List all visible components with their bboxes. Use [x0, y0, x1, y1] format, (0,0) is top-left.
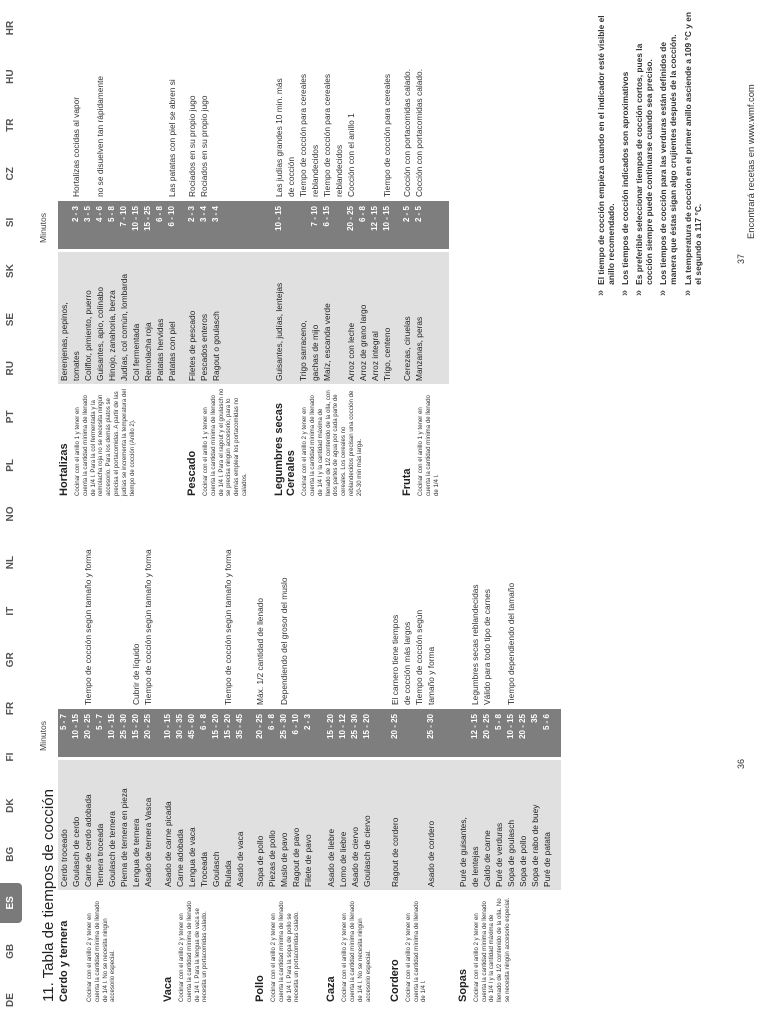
dish-name: Cerdo troceado: [59, 829, 69, 887]
cooking-minutes: [285, 201, 297, 249]
cooking-minutes: 10 - 15: [505, 714, 515, 739]
dish-name: Muslo de pavo: [279, 832, 289, 887]
language-tab-gr[interactable]: GR: [5, 652, 16, 668]
note-text: Es preferible seleccionar tiempos de cocción cortos, pues la cocción siempre puede continuarse cuando sea preciso.: [634, 43, 655, 285]
dish-name: Goulasch: [211, 851, 221, 887]
cooking-minutes: 2 - 3: [187, 206, 196, 223]
cooking-tip: de cocción: [286, 156, 297, 197]
page-title: 11. Tabla de tiempos de cocción: [40, 789, 57, 1002]
cooking-tip: [58, 23, 70, 201]
cooking-tip: [118, 531, 130, 709]
section-note: Cocinar con el anillo 2 y tener en cuenta la cantidad mínima de llenado de 1/4 l. No se necesita ningún accesorio especial.: [341, 901, 372, 1002]
cooking-minutes: 10 - 15: [274, 206, 284, 231]
dish-name: [285, 252, 297, 384]
section-fruta: [401, 20, 449, 496]
minutes-column: [389, 709, 457, 757]
dish-name: Col fermentada: [131, 323, 141, 381]
minutes-column: [186, 201, 273, 249]
cooking-minutes: 35: [529, 714, 539, 723]
cooking-tip: [70, 531, 82, 709]
cooking-minutes: 2 - 3: [303, 714, 312, 731]
cooking-minutes: 5 - 8: [107, 206, 116, 223]
cooking-tip: [290, 531, 302, 709]
section-title: Hortalizas: [58, 443, 70, 496]
minutes-column: [401, 201, 449, 249]
cooking-tip: [94, 531, 106, 709]
language-tab-bg[interactable]: BG: [5, 846, 16, 862]
cooking-minutes: [437, 709, 449, 757]
dish-name: Patatas con piel: [167, 321, 177, 381]
cooking-tip: [357, 23, 369, 201]
cooking-minutes: 10 - 15: [131, 206, 140, 231]
cooking-tip: [142, 23, 154, 201]
cooking-tip: [541, 531, 553, 709]
cooking-tip: Hortalizas cocidas al vapor: [71, 96, 81, 197]
section-cerdo-y-ternera: [58, 532, 162, 1002]
items-column: [325, 760, 389, 890]
items-column: [457, 760, 561, 890]
cooking-minutes: 25 - 30: [350, 714, 360, 739]
note-text: Los tiempos de cocción indicados son aproximativos: [620, 71, 631, 285]
language-tab-se[interactable]: SE: [5, 312, 16, 327]
cooking-minutes: 6 - 8: [267, 714, 276, 731]
cooking-tip: Rociados en su propio jugo: [187, 95, 197, 197]
tips-column: [162, 531, 246, 709]
dish-name: Asado de carne picada: [163, 801, 173, 887]
cooking-tip: Cubrir de líquido: [131, 643, 141, 705]
dish-name: Asado de ciervo: [350, 826, 361, 887]
cooking-minutes: 15 - 25: [143, 206, 152, 231]
page-number-right: 37: [736, 253, 746, 264]
minutes-column: [58, 709, 162, 757]
cooking-tip: Cocción con portacomidas calado.: [402, 68, 413, 197]
section-note: Cocinar con el anillo 2 y tener en cuenta la cantidad mínima de llenado de 1/4 l y la cantidad máxima de llenado de 1/2 contenido de la olla, con dos partes de agua por cada parte de cereales. Los cereales no reblandecidos precisan una cocción de 20-30 min más larga.: [301, 390, 363, 496]
section-legumbres-secas-cereales: [273, 20, 401, 496]
dish-name: de lentejas: [469, 846, 480, 887]
cooking-tip: [457, 531, 469, 709]
cooking-tip: [162, 531, 174, 709]
dish-name: Lengua de vaca: [187, 827, 197, 887]
cooking-tip: Válido para todo tipo de carnes: [481, 589, 492, 705]
dish-name: Guisantes, judías, lentejas: [274, 282, 285, 381]
cooking-minutes: 6 - 15: [322, 206, 332, 227]
dish-name: Goulasch de ternera: [107, 811, 117, 887]
cooking-tip: [369, 23, 381, 201]
language-tab-pt[interactable]: PT: [5, 410, 16, 424]
items-column: [401, 252, 449, 384]
section-note: Cocinar con el anillo 2 y tener en cuenta la cantidad mínima de llenado de 1/4 l. Para la lengua de vaca se necesita un portacomidas calado.: [178, 901, 209, 1002]
language-tab-nl[interactable]: NL: [5, 555, 16, 570]
language-tab-si[interactable]: SI: [5, 217, 16, 228]
cooking-tip: Las judías grandes 10 min. más: [274, 78, 285, 197]
language-tab-it[interactable]: IT: [5, 606, 16, 616]
cooking-minutes: 2 - 3: [71, 206, 80, 223]
language-tab-tr[interactable]: TR: [5, 118, 16, 132]
dish-name: Filetes de pescado: [187, 310, 197, 381]
note-item: [658, 10, 678, 296]
tips-column: [273, 23, 393, 201]
dish-name: Pescados enteros: [199, 313, 209, 381]
tips-column: [186, 23, 222, 201]
items-column: [186, 252, 273, 384]
cooking-minutes: 2 - 5: [414, 206, 424, 223]
dish-name: Patatas hervidas: [155, 318, 165, 381]
language-tab-ru[interactable]: RU: [5, 360, 16, 376]
dish-name: Asado de ternera Vasca: [143, 797, 153, 887]
cooking-tip: Tiempo de cocción según: [413, 609, 424, 705]
section-hortalizas: [58, 20, 186, 496]
dish-name: Goulasch de cerdo: [71, 816, 81, 887]
cooking-minutes: 7 - 10: [310, 206, 320, 227]
double-arrow-icon: »: [595, 289, 607, 296]
dish-name: [413, 760, 425, 890]
language-tab-bar: [0, 0, 22, 1024]
cooking-minutes: 20 - 25: [517, 714, 527, 739]
double-arrow-icon: »: [657, 289, 670, 296]
section-note: Cocinar con el anillo 1 y tener en cuenta la cantidad mínima de llenado de 1/4 l. Para el ragout y el goulasch no se precisa ningún accesorio, para lo demás emplear los portacomidas no calados.: [202, 388, 248, 496]
section-vaca: [162, 532, 254, 1002]
cooking-minutes: 6 - 8: [199, 714, 208, 731]
tips-column: [325, 531, 373, 709]
cooking-notes: [596, 10, 707, 296]
cooking-tip: [302, 531, 314, 709]
dish-name: Maíz, escanda verde: [322, 303, 333, 381]
cooking-tip: [174, 531, 186, 709]
section-note: Cocinar con el anillo 2 y tener en cuenta la cantidad mínima de llenado de 1/4 l. Para la sopa de pollo se necesita un portacomidas calado.: [270, 901, 301, 1002]
dish-name: Asado de vaca: [235, 831, 245, 887]
section-caza: [325, 532, 389, 1002]
section-title: Fruta: [401, 468, 414, 496]
cooking-tip: Tiempo de cocción según tamaño y forma: [223, 549, 233, 705]
minutes-column: [162, 709, 254, 757]
dish-name: [333, 252, 345, 384]
dish-name: Coliflor, pimiento, puerro: [83, 290, 93, 381]
cooking-minutes: 3 - 4: [199, 206, 208, 223]
dish-name: Sopa de rabo de buey: [529, 804, 540, 887]
cooking-tip: [349, 531, 361, 709]
items-column: [162, 760, 254, 890]
cooking-minutes: [333, 201, 345, 249]
language-tab-dk[interactable]: DK: [5, 798, 16, 813]
dish-name: Puré de guisantes,: [457, 817, 468, 887]
cooking-minutes: 10 - 15: [382, 206, 392, 231]
section-title: Pollo: [254, 975, 266, 1002]
dish-name: Arroz con leche: [346, 322, 357, 381]
tips-column: [254, 531, 314, 709]
dish-name: Trigo, centeno: [382, 327, 393, 381]
cooking-minutes: 10 - 15: [71, 714, 80, 739]
cooking-minutes: [457, 709, 469, 757]
cooking-tip: reblandecidos: [334, 144, 345, 197]
dish-name: Ragout o goulasch: [211, 311, 221, 381]
cooking-tip: [234, 531, 246, 709]
cooking-tip: El carnero tiene tiempos: [389, 614, 400, 705]
double-arrow-icon: »: [681, 289, 694, 296]
dish-name: Troceada: [199, 851, 209, 887]
cooking-tip: [58, 531, 70, 709]
section-title: Caza: [325, 976, 338, 1002]
cooking-minutes: 15 - 20: [326, 714, 336, 739]
cooking-minutes: 25 - 30: [119, 714, 128, 739]
dish-name: Arroz integral: [370, 331, 381, 381]
note-item: [634, 10, 654, 296]
items-column: [273, 252, 401, 384]
cooking-tip: [325, 531, 337, 709]
dish-name: Filete de pavo: [303, 834, 313, 887]
cooking-minutes: 20 - 25: [346, 206, 356, 231]
dish-name: Carne adobada: [175, 829, 185, 887]
dish-name: Hinojo, zanahoria, berza: [107, 290, 117, 381]
section-cordero: [389, 532, 457, 1002]
cooking-minutes: 15 - 20: [223, 714, 232, 739]
cooking-tip: [210, 531, 222, 709]
dish-name: Puré de verduras: [493, 822, 504, 887]
cooking-minutes: 25 - 30: [279, 714, 288, 739]
cooking-minutes: 6 - 8: [358, 206, 368, 223]
cooking-tip: Las patatas con piel se abren si: [167, 79, 177, 197]
dish-name: [401, 760, 413, 890]
dish-name: Rulada: [223, 860, 233, 887]
minutes-column: [254, 709, 325, 757]
cooking-tip: tamaño y forma: [425, 646, 436, 705]
cooking-tip: reblandecidos: [310, 144, 321, 197]
section-title: Cordero: [388, 959, 401, 1002]
cooking-tip: Legumbres secas reblandecidas: [469, 584, 480, 705]
dish-name: [437, 760, 449, 890]
double-arrow-icon: »: [619, 289, 632, 296]
cooking-minutes: 3 - 4: [211, 206, 220, 223]
cooking-minutes: 15 - 20: [131, 714, 140, 739]
tips-column: [58, 531, 154, 709]
cooking-minutes: 25 - 30: [425, 714, 435, 739]
dish-name: Sopa de pollo: [255, 835, 265, 887]
cooking-minutes: 12 - 15: [370, 206, 380, 231]
dish-name: Pierna de ternera en pieza: [119, 788, 129, 887]
cooking-minutes: 5 - 7: [95, 714, 104, 731]
minutes-column: [325, 709, 389, 757]
cooking-tip: [266, 531, 278, 709]
dish-name: Puré de patata: [541, 832, 552, 887]
cooking-tip: [106, 23, 118, 201]
cooking-tip: [529, 531, 541, 709]
cooking-minutes: [297, 201, 309, 249]
language-tab-gb[interactable]: GB: [5, 943, 16, 959]
dish-name: Ternera troceada: [95, 823, 105, 887]
section-note: Cocinar con el anillo 2 y tener en cuenta la cantidad mínima de llenado de 1/4 l.: [404, 901, 428, 1002]
dish-name: Caldo de carne: [481, 830, 492, 887]
language-tab-es[interactable]: ES: [0, 883, 22, 923]
cooking-minutes: 30 - 35: [175, 714, 184, 739]
note-item: [683, 10, 703, 296]
section-title: Pescado: [186, 450, 198, 496]
language-tab-fi[interactable]: FI: [5, 752, 16, 762]
cooking-tip: [337, 531, 349, 709]
language-tab-no[interactable]: NO: [5, 506, 16, 522]
cooking-minutes: 12 - 15: [469, 714, 479, 739]
cooking-tip: [210, 23, 222, 201]
items-column: [58, 252, 186, 384]
language-tab-cz[interactable]: CZ: [5, 167, 16, 181]
dish-name: Trigo sarraceno,: [298, 320, 309, 381]
language-tab-pl[interactable]: PL: [5, 459, 16, 472]
dish-name: Lengua de ternera: [131, 818, 141, 887]
cooking-tip: Tiempo de cocción según tamaño y forma: [143, 549, 153, 705]
language-tab-sk[interactable]: SK: [5, 264, 16, 278]
cooking-tip: [186, 531, 198, 709]
section-sopas: [457, 532, 561, 1002]
dish-name: Goulasch de ciervo: [362, 815, 373, 887]
cooking-tip: [361, 531, 373, 709]
minutes-header: Minutos: [38, 212, 48, 243]
cooking-minutes: 7 - 10: [119, 206, 128, 227]
items-column: [254, 760, 325, 890]
cooking-minutes: 6 - 10: [167, 206, 176, 227]
cooking-minutes: 35 - 45: [235, 714, 244, 739]
double-arrow-icon: »: [633, 289, 646, 296]
cooking-tip: Tiempo de cocción para cereales: [298, 73, 309, 197]
section-title: Cerdo y ternera: [58, 920, 70, 1002]
cooking-minutes: 5 - 7: [59, 714, 68, 731]
dish-name: Sopa de pollo: [517, 835, 528, 887]
section-note: Cocinar con el anillo 1 y tener en cuenta la cantidad mínima de llenado de 1/4 l.: [417, 395, 440, 496]
minutes-header: Minutos: [38, 720, 48, 751]
dish-name: Arroz de grano largo: [358, 304, 369, 381]
cooking-minutes: 4 - 6: [95, 206, 104, 223]
section-pescado: [186, 20, 273, 496]
cooking-minutes: 6 - 10: [291, 714, 300, 735]
section-note: Cocinar con el anillo 1 y tener en cuenta la cantidad mínima de llenado de 1/4 l. Para la col fermentada y la remolacha roja no se necesita ningún accesorio. Para los demás platos se precisa el portacomidas. A partir de las judías se incrementa la temperatura del tiempo de cocción (Anillo 2).: [74, 388, 136, 496]
cooking-minutes: [413, 709, 425, 757]
language-tab-fr[interactable]: FR: [5, 701, 16, 716]
cooking-tip: Tiempo de cocción según tamaño y forma: [83, 549, 93, 705]
cooking-tip: Tiempo de cocción para cereales: [322, 73, 333, 197]
footer-url: Encontrará recetas en www.wmf.com: [745, 84, 756, 239]
tips-column: [401, 23, 425, 201]
tips-column: [457, 531, 553, 709]
cooking-minutes: 20 - 25: [143, 714, 152, 739]
minutes-column: [58, 201, 186, 249]
dish-name: Asado de liebre: [326, 828, 337, 887]
cooking-minutes: 20 - 25: [481, 714, 491, 739]
note-text: La temperatura de cocción en el primer anillo asciende a 109 °C y en el segundo a 117 °C.: [682, 12, 703, 285]
cooking-tip: de cocción más largos: [401, 621, 412, 705]
cooking-tip: no se disuelven tan rápidamente: [95, 75, 105, 197]
dish-name: Cerezas, ciruelas: [402, 316, 413, 381]
dish-name: Judías, col común, lombarda: [119, 273, 129, 381]
cooking-tip: [154, 23, 166, 201]
section-note: Cocinar con el anillo 2 y tener en cuenta la cantidad mínima de llenado de 1/4 l. No se necesita ningún accesorio especial.: [86, 901, 117, 1002]
dish-name: Piezas de pollo: [267, 830, 277, 887]
items-column: [58, 760, 162, 890]
cooking-tip: [130, 23, 142, 201]
dish-name: Manzanas, peras: [414, 316, 425, 381]
cooking-minutes: 5 - 6: [541, 714, 551, 731]
minutes-column: [273, 201, 401, 249]
dish-name: Ragout de cordero: [389, 817, 400, 887]
note-item: [620, 10, 630, 296]
cooking-minutes: 10 - 12: [338, 714, 348, 739]
cooking-tip: [517, 531, 529, 709]
minutes-column: [457, 709, 561, 757]
cooking-minutes: [58, 201, 70, 249]
page-number-left: 36: [736, 758, 746, 769]
cooking-tip: [118, 23, 130, 201]
dish-name: Sopa de goulasch: [505, 819, 516, 887]
language-tab-de[interactable]: DE: [5, 993, 16, 1007]
note-text: El tiempo de cocción empieza cuando en el indicador esté visible el anillo recomendado.: [596, 15, 617, 285]
cooking-tip: [437, 531, 449, 709]
cooking-minutes: 2 - 5: [402, 206, 412, 223]
cooking-minutes: [401, 709, 413, 757]
cooking-minutes: 20 - 25: [83, 714, 92, 739]
cooking-minutes: 20 - 25: [389, 714, 399, 739]
cooking-tip: Rociados en su propio jugo: [199, 95, 209, 197]
dish-name: tomates: [71, 351, 81, 381]
cooking-tip: [493, 531, 505, 709]
cooking-minutes: 45 - 60: [187, 714, 196, 739]
items-column: [389, 760, 457, 890]
cooking-tip: Cocción con portacomidas calado.: [414, 68, 425, 197]
cooking-minutes: 15 - 20: [211, 714, 220, 739]
dish-name: Lomo de liebre: [338, 831, 349, 887]
cooking-tip: Tiempo dependiendo del tamaño: [505, 582, 516, 705]
cooking-minutes: 6 - 8: [155, 206, 164, 223]
dish-name: gachas de mijo: [310, 324, 321, 381]
section-title: Vaca: [162, 976, 174, 1002]
cooking-minutes: 10 - 15: [163, 714, 172, 739]
note-text: Los tiempos de cocción para las verduras están definidos de manera que éstas sigan algo crujientes después de la cocción.: [658, 34, 679, 285]
dish-name: Ragout de pavo: [291, 827, 301, 887]
section-title: Legumbres secas Cereales: [273, 403, 298, 496]
dish-name: Guisantes, apio, colinabo: [95, 286, 105, 381]
note-item: [596, 10, 616, 296]
cooking-tip: Cocción con el anillo 1: [346, 113, 357, 197]
tips-column: [58, 23, 178, 201]
cooking-tip: Máx. 1/2 cantidad de llenado: [255, 597, 265, 705]
section-note: Cocinar con el anillo 2 y tener en cuenta la cantidad mínima de llenado de 1/4 l y la cantidad máxima de llenado de 1/2 contenido de la olla. No se necesita ningún accesorio especial.: [472, 897, 512, 1002]
section-pollo: [254, 532, 325, 1002]
language-tab-hu[interactable]: HU: [5, 69, 16, 84]
cooking-tip: [198, 531, 210, 709]
language-tab-hr[interactable]: HR: [5, 20, 16, 36]
cooking-minutes: 10 - 15: [107, 714, 116, 739]
cooking-minutes: 3 - 5: [83, 206, 92, 223]
dish-name: Carne de cerdo adobada: [83, 794, 93, 887]
dish-name: Berenjenas, pepinos,: [59, 302, 69, 381]
dish-name: Asado de cordero: [425, 820, 436, 887]
cooking-tip: Tiempo de cocción para cereales: [382, 73, 393, 197]
cooking-tip: Dependiendo del grosor del muslo: [279, 577, 289, 705]
cooking-minutes: 5 - 8: [493, 714, 503, 731]
tips-column: [389, 531, 449, 709]
cooking-tip: [106, 531, 118, 709]
cooking-tip: [82, 23, 94, 201]
cooking-minutes: 20 - 25: [255, 714, 264, 739]
cooking-minutes: 15 - 20: [362, 714, 372, 739]
section-title: Sopas: [456, 968, 469, 1002]
dish-name: Remolacha roja: [143, 322, 153, 381]
